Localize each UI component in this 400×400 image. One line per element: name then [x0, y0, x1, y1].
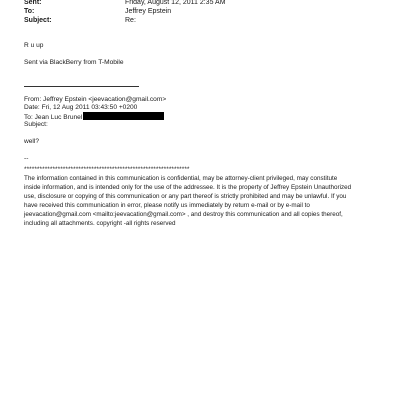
disclaimer-line: use, disclosure or copying of this communication or any part thereof is strictly prohibited and may be unlawful. If you	[24, 192, 347, 200]
quoted-subject: Subject:	[24, 121, 48, 128]
to-row	[24, 8, 171, 16]
disclaimer-line: including all attachments. copyright -all rights reserved	[24, 219, 176, 227]
to-label: To:	[24, 8, 35, 15]
confidentiality-disclaimer	[24, 175, 380, 228]
quoted-ellipsis: --	[24, 155, 29, 162]
to-value: Jeffrey Epstein	[125, 8, 172, 15]
reply-message: R u up	[24, 42, 44, 49]
redaction-bar	[83, 112, 164, 120]
quoted-to: To: Jean Luc Brunel	[24, 114, 83, 121]
subject-row	[24, 17, 136, 25]
asterisk-divider: ****************************************************************	[24, 166, 190, 173]
separator-rule	[24, 86, 139, 87]
sent-value: Friday, August 12, 2011 2:35 AM	[125, 0, 226, 6]
subject-label: Subject:	[24, 17, 52, 24]
subject-value: Re:	[125, 17, 136, 24]
disclaimer-line: jeevacation@gmail.com <mailto:jeevacation@gmail.com> , and destroy this communication and all copies thereof,	[24, 210, 343, 218]
disclaimer-line: have received this communication in error, please notify us immediately by return e-mail or by e-mail to	[24, 201, 310, 209]
reply-signature: Sent via BlackBerry from T-Mobile	[24, 59, 124, 66]
disclaimer-line: The information contained in this communication is confidential, may be attorney-client privileged, may constitute	[24, 175, 338, 182]
quoted-message: well?	[24, 138, 40, 145]
sent-row	[24, 0, 226, 7]
quoted-date: Date: Fri, 12 Aug 2011 03:43:50 +0200	[24, 104, 138, 111]
quoted-from: From: Jeffrey Epstein <jeevacation@gmail.com>	[24, 96, 167, 103]
sent-label: Sent:	[24, 0, 42, 6]
disclaimer-line: inside information, and is intended only for the use of the addressee. It is the property of Jeffrey Epstein Unauthorized	[24, 183, 352, 191]
